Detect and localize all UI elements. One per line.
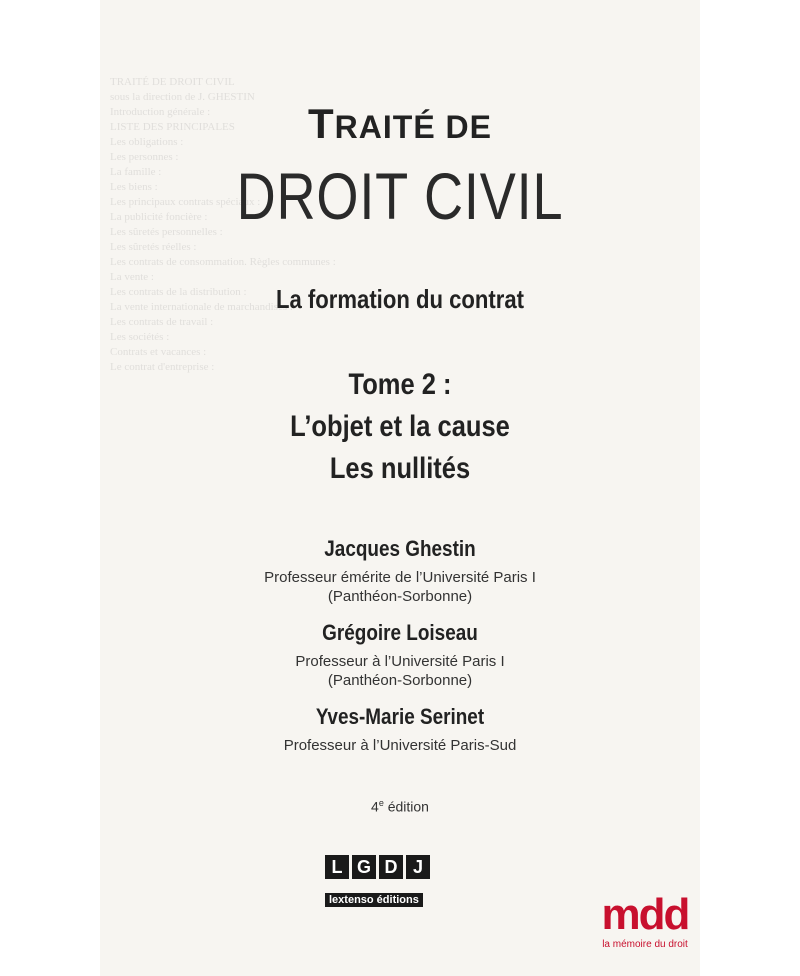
logo-letter: D bbox=[379, 855, 403, 879]
mdd-tagline: la mémoire du droit bbox=[602, 939, 688, 950]
logo-letter: J bbox=[406, 855, 430, 879]
author-block-1 bbox=[100, 536, 700, 606]
author-block-3 bbox=[100, 704, 700, 755]
mdd-badge bbox=[590, 890, 700, 950]
book-subtitle: La formation du contrat bbox=[275, 284, 525, 314]
tome-block bbox=[145, 364, 655, 490]
publisher-logo bbox=[325, 855, 430, 879]
logo-letter: L bbox=[325, 855, 349, 879]
series-title-initial: T bbox=[308, 100, 335, 147]
author-affiliation: Professeur émérite de l’Université Paris I bbox=[264, 569, 536, 586]
edition-suffix: e bbox=[378, 798, 384, 808]
author-name: Jacques Ghestin bbox=[324, 536, 476, 561]
tome-number: Tome 2 : bbox=[348, 368, 452, 401]
author-name: Yves-Marie Serinet bbox=[315, 704, 485, 729]
author-affiliation: Professeur à l’Université Paris-Sud bbox=[283, 737, 517, 754]
author-block-2 bbox=[100, 620, 700, 690]
author-affiliation-2: (Panthéon-Sorbonne) bbox=[327, 588, 473, 605]
mdd-logo: mdd bbox=[601, 890, 689, 939]
series-title-rest: RAITÉ DE bbox=[334, 109, 492, 145]
main-title: DROIT CIVIL bbox=[236, 159, 564, 233]
author-affiliation: Professeur à l’Université Paris I bbox=[295, 653, 505, 670]
logo-letter: G bbox=[352, 855, 376, 879]
series-title bbox=[100, 100, 700, 148]
imprint-label: lextenso éditions bbox=[325, 893, 423, 907]
tome-topic-2: Les nullités bbox=[329, 452, 471, 485]
author-affiliation-2: (Panthéon-Sorbonne) bbox=[327, 672, 473, 689]
edition-text: édition bbox=[383, 798, 429, 815]
edition-number: 4 bbox=[371, 798, 379, 815]
edition-label bbox=[100, 798, 700, 815]
author-name: Grégoire Loiseau bbox=[322, 620, 478, 645]
tome-topic: L’objet et la cause bbox=[290, 410, 510, 443]
